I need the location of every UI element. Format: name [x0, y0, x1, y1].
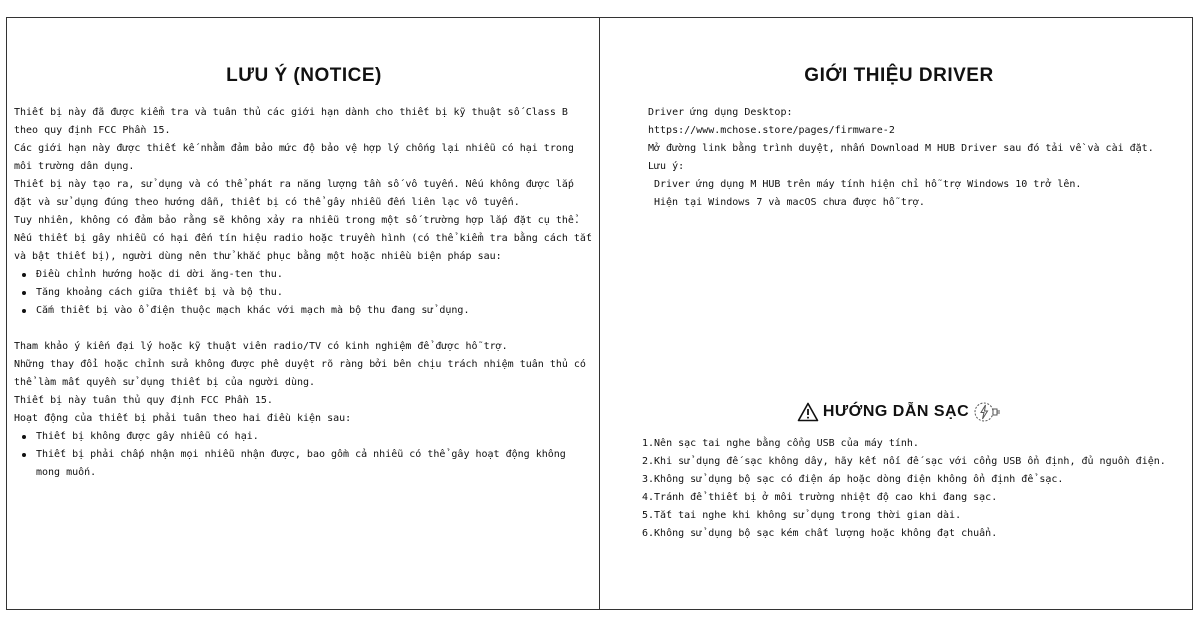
notice-paragraph: Thiết bị này tuân thủ quy định FCC Phần 15. — [14, 395, 273, 406]
charging-step: 6.Không sử dụng bộ sạc kém chất lượng hoặc không đạt chuẩn. — [642, 528, 998, 539]
charging-steps — [642, 435, 1192, 543]
measures-list — [14, 266, 592, 320]
notice-paragraph: Các giới hạn này được thiết kế nhằm đảm bảo mức độ bảo vệ hợp lý chống lại nhiễu có hại trong môi trường dân dụng. — [14, 143, 574, 172]
notice-paragraph: Thiết bị này đã được kiểm tra và tuân thủ các giới hạn dành cho thiết bị kỹ thuật số Class B theo quy định FCC Phần 15. — [14, 107, 568, 136]
notice-paragraph: Tham khảo ý kiến đại lý hoặc kỹ thuật viên radio/TV có kinh nghiệm để được hỗ trợ. — [14, 341, 508, 352]
charging-heading — [606, 401, 1192, 423]
list-item: Tăng khoảng cách giữa thiết bị và bộ thu. — [36, 284, 592, 302]
left-border — [6, 17, 7, 610]
charging-step: 1.Nên sạc tai nghe bằng cổng USB của máy tính. — [642, 438, 919, 449]
driver-body — [648, 104, 1188, 212]
spacer — [14, 320, 592, 338]
right-border — [1192, 17, 1193, 610]
list-item: Thiết bị phải chấp nhận mọi nhiễu nhận được, bao gồm cả nhiễu có thể gây hoạt động không mong muốn. — [36, 446, 592, 482]
charging-title: HƯỚNG DẪN SẠC — [822, 403, 970, 420]
notice-body — [14, 104, 592, 482]
notice-paragraph: Những thay đổi hoặc chỉnh sửa không được phê duyệt rõ ràng bởi bên chịu trách nhiệm tuân thủ có thể làm mất quyền sử dụng thiết bị của người dùng. — [14, 359, 586, 388]
driver-note: Hiện tại Windows 7 và macOS chưa được hỗ trợ. — [654, 197, 925, 208]
warning-triangle-icon — [797, 402, 819, 422]
charging-step: 4.Tránh để thiết bị ở môi trường nhiệt độ cao khi đang sạc. — [642, 492, 998, 503]
notice-paragraph: Thiết bị này tạo ra, sử dụng và có thể phát ra năng lượng tần số vô tuyến. Nếu không được lắp đặt và sử dụng đúng theo hướng dẫn, thiết bị có thể gây nhiễu đến liên lạc vô tuyến. — [14, 179, 574, 208]
list-item: Cắm thiết bị vào ổ điện thuộc mạch khác với mạch mà bộ thu đang sử dụng. — [36, 302, 592, 320]
list-item: Thiết bị không được gây nhiễu có hại. — [36, 428, 592, 446]
driver-app-label: Driver ứng dụng Desktop: — [648, 107, 793, 118]
notice-paragraph: Tuy nhiên, không có đảm bảo rằng sẽ không xảy ra nhiễu trong một số trường hợp lắp đặt cụ thể. — [14, 215, 580, 226]
charging-step: 2.Khi sử dụng đế sạc không dây, hãy kết nối đế sạc với cổng USB ổn định, đủ nguồn điện. — [642, 456, 1166, 467]
driver-note: Driver ứng dụng M HUB trên máy tính hiện chỉ hỗ trợ Windows 10 trở lên. — [654, 179, 1082, 190]
driver-url: https://www.mchose.store/pages/firmware-2 — [648, 125, 895, 136]
notice-page — [14, 17, 594, 609]
list-item: Điều chỉnh hướng hoặc di dời ăng-ten thu. — [36, 266, 592, 284]
notice-title: LƯU Ý (NOTICE) — [226, 65, 382, 86]
conditions-list — [14, 428, 592, 482]
driver-instruction: Mở đường link bằng trình duyệt, nhấn Download M HUB Driver sau đó tải về và cài đặt. — [648, 143, 1154, 154]
charger-plug-icon — [973, 401, 1001, 423]
notice-paragraph: Nếu thiết bị gây nhiễu có hại đến tín hiệu radio hoặc truyền hình (có thể kiểm tra bằng cách tắt và bật thiết bị), người dùng nên thử khắc phục bằng một hoặc nhiều biện pháp sau: — [14, 233, 592, 262]
notice-paragraph: Hoạt động của thiết bị phải tuân theo hai điều kiện sau: — [14, 413, 352, 424]
driver-note-label: Lưu ý: — [648, 161, 685, 172]
charging-step: 3.Không sử dụng bộ sạc có điện áp hoặc dòng điện không ổn định để sạc. — [642, 474, 1064, 485]
driver-page — [606, 17, 1192, 609]
page-divider — [599, 17, 600, 610]
charging-step: 5.Tắt tai nghe khi không sử dụng trong thời gian dài. — [642, 510, 962, 521]
driver-title: GIỚI THIỆU DRIVER — [804, 65, 994, 86]
